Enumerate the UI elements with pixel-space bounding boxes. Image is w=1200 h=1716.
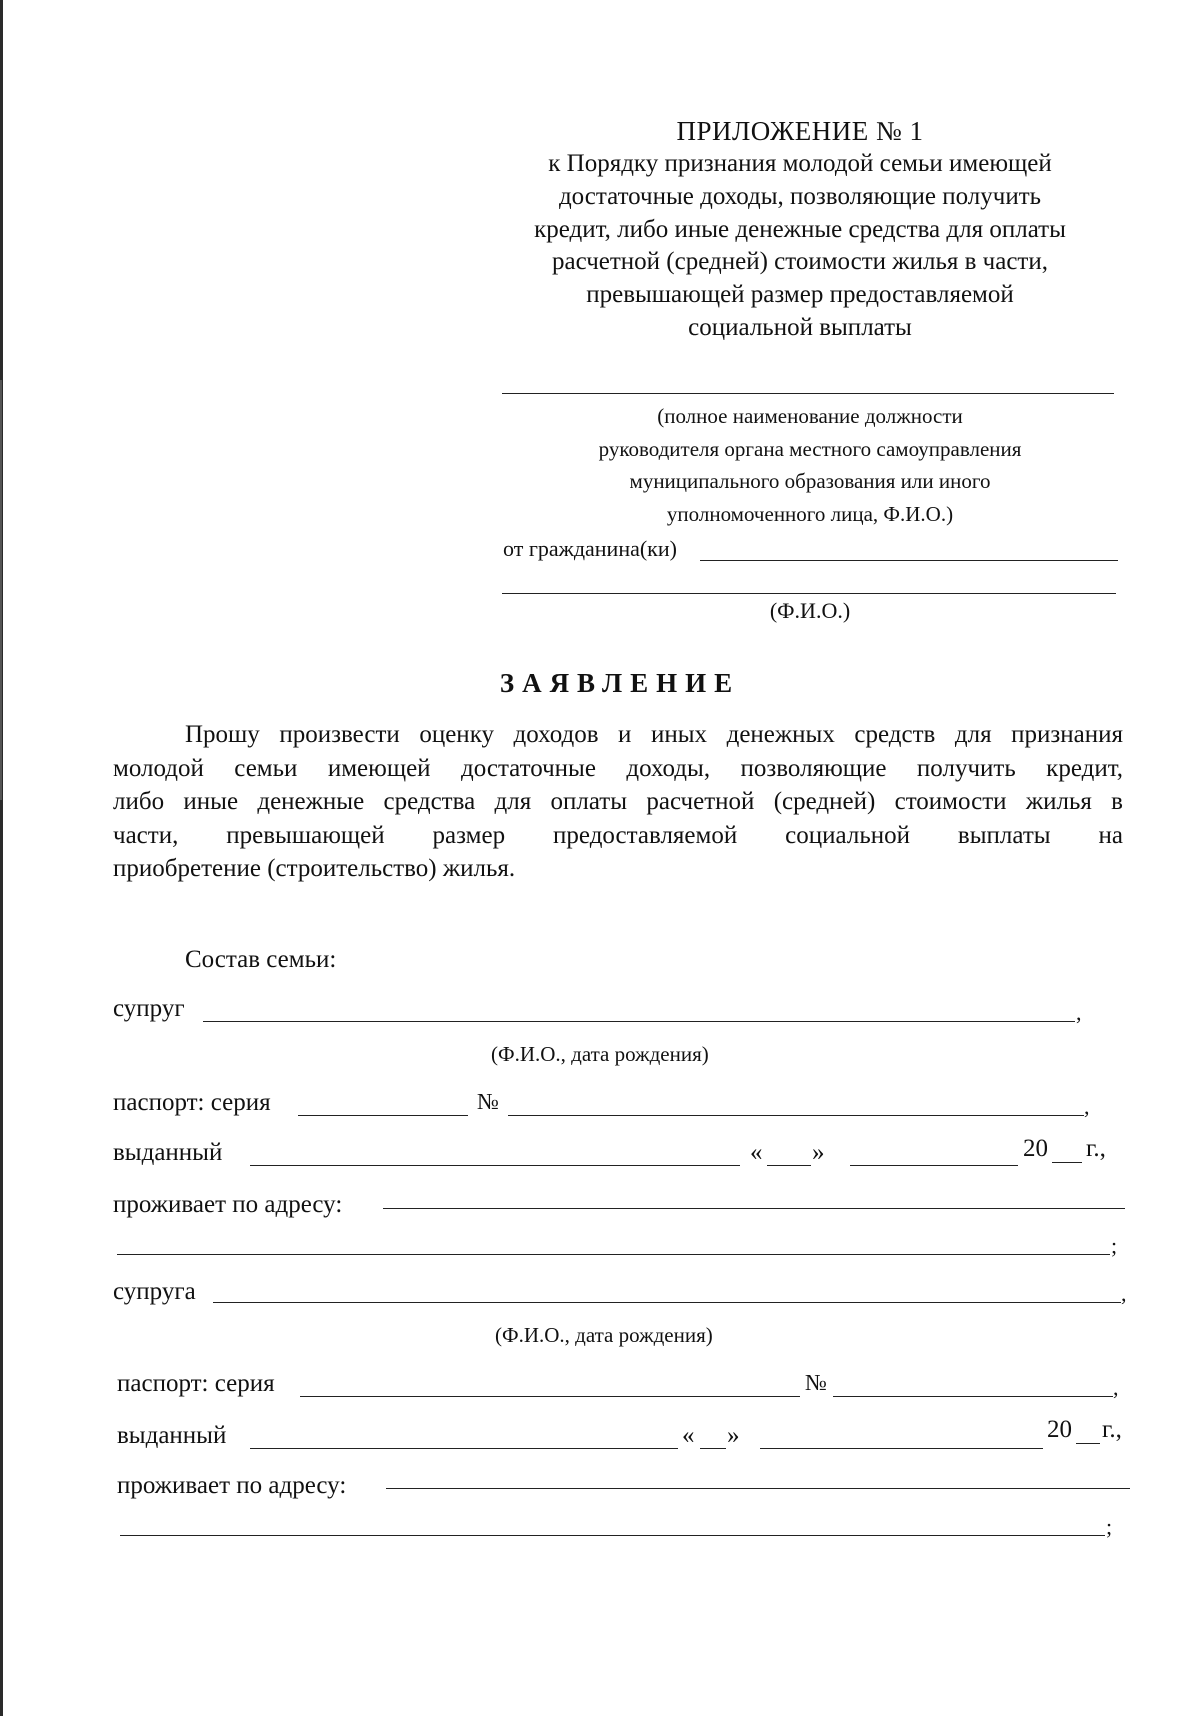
wife-address-line[interactable] (386, 1488, 1130, 1489)
from-citizen-line (700, 560, 1118, 561)
husband-address-line[interactable] (383, 1208, 1125, 1209)
family-heading: Состав семьи: (185, 946, 337, 973)
wife-year-line[interactable] (1076, 1443, 1100, 1444)
husband-day-line[interactable] (767, 1165, 811, 1166)
wife-year-suffix: г., (1102, 1416, 1122, 1443)
husband-issued-label: выданный (113, 1139, 223, 1166)
husband-month-line[interactable] (850, 1165, 1018, 1166)
appendix-title: ПРИЛОЖЕНИЕ № 1 (676, 116, 924, 146)
scan-edge (0, 0, 3, 1716)
wife-address-label: проживает по адресу: (117, 1472, 347, 1499)
addressee-note (500, 400, 1120, 530)
wife-passport-comma: , (1113, 1375, 1119, 1400)
addressee-note-line: уполномоченного лица, Ф.И.О.) (666, 501, 954, 526)
husband-year-suffix: г., (1086, 1135, 1106, 1162)
addressee-note-line: (полное наименование должности (657, 404, 963, 428)
husband-date-close: » (812, 1139, 825, 1166)
wife-label: супруга (113, 1278, 196, 1305)
wife-fio-comma: , (1121, 1281, 1127, 1306)
wife-fio-hint: (Ф.И.О., дата рождения) (495, 1323, 713, 1347)
husband-number-sign: № (477, 1089, 499, 1114)
appendix-line: превышающей размер предоставляемой (586, 281, 1014, 309)
husband-fio-hint: (Ф.И.О., дата рождения) (491, 1042, 709, 1066)
wife-issued-label: выданный (117, 1422, 227, 1449)
wife-date-open: « (682, 1422, 695, 1449)
husband-address-line-2[interactable] (117, 1254, 1110, 1255)
addressee-line (502, 393, 1114, 394)
husband-issued-by-line[interactable] (250, 1165, 740, 1166)
wife-number-sign: № (805, 1370, 827, 1395)
fio-line (502, 593, 1116, 594)
appendix-line: расчетной (средней) стоимости жилья в части, (552, 248, 1048, 276)
husband-passport-comma: , (1084, 1094, 1090, 1119)
husband-date-open: « (750, 1139, 763, 1166)
husband-address-semicolon: ; (1111, 1233, 1118, 1258)
husband-year-line[interactable] (1052, 1162, 1082, 1163)
wife-month-line[interactable] (760, 1448, 1043, 1449)
appendix-line: к Порядку признания молодой семьи имеющей (548, 150, 1052, 177)
paragraph-line: части, превышающей размер предоставляемой социальной выплаты на (113, 821, 1123, 849)
scan-edge-mark (0, 380, 2, 800)
paragraph-line: Прошу произвести оценку доходов и иных денежных средств для признания (185, 721, 1123, 748)
statement-title: ЗАЯВЛЕНИЕ (499, 668, 741, 698)
wife-issued-by-line[interactable] (250, 1448, 678, 1449)
wife-passport-series-line[interactable] (300, 1396, 800, 1397)
husband-fio-line[interactable] (203, 1021, 1075, 1022)
husband-passport-series-line[interactable] (298, 1115, 468, 1116)
husband-label: супруг (113, 995, 185, 1022)
husband-address-label: проживает по адресу: (113, 1191, 343, 1218)
addressee-note-line: руководителя органа местного самоуправления (598, 436, 1022, 461)
appendix-line: социальной выплаты (688, 313, 912, 341)
wife-fio-line[interactable] (213, 1302, 1121, 1303)
appendix-line: кредит, либо иные денежные средства для оплаты (534, 215, 1066, 243)
wife-address-line-2[interactable] (120, 1535, 1105, 1536)
husband-year-prefix: 20 (1023, 1135, 1048, 1162)
wife-passport-number-line[interactable] (833, 1396, 1113, 1397)
husband-passport-label: паспорт: серия (113, 1089, 271, 1116)
husband-passport-number-line[interactable] (508, 1115, 1084, 1116)
paragraph-line: либо иные денежные средства для оплаты расчетной (средней) стоимости жилья в (113, 788, 1123, 815)
paragraph-line: молодой семьи имеющей достаточные доходы, позволяющие получить кредит, (113, 754, 1123, 782)
statement-paragraph (113, 718, 1123, 886)
fio-hint: (Ф.И.О.) (769, 598, 851, 623)
wife-passport-label: паспорт: серия (117, 1370, 275, 1397)
husband-fio-comma: , (1076, 1000, 1082, 1025)
wife-date-close: » (727, 1422, 740, 1449)
paragraph-line: приобретение (строительство) жилья. (113, 855, 516, 882)
wife-year-prefix: 20 (1047, 1416, 1072, 1443)
appendix-caption (480, 148, 1120, 345)
appendix-line: достаточные доходы, позволяющие получить (558, 182, 1042, 210)
addressee-note-line: муниципального образования или иного (629, 469, 991, 493)
wife-day-line[interactable] (700, 1448, 726, 1449)
from-citizen-label: от гражданина(ки) (503, 536, 677, 561)
wife-address-semicolon: ; (1106, 1514, 1113, 1539)
